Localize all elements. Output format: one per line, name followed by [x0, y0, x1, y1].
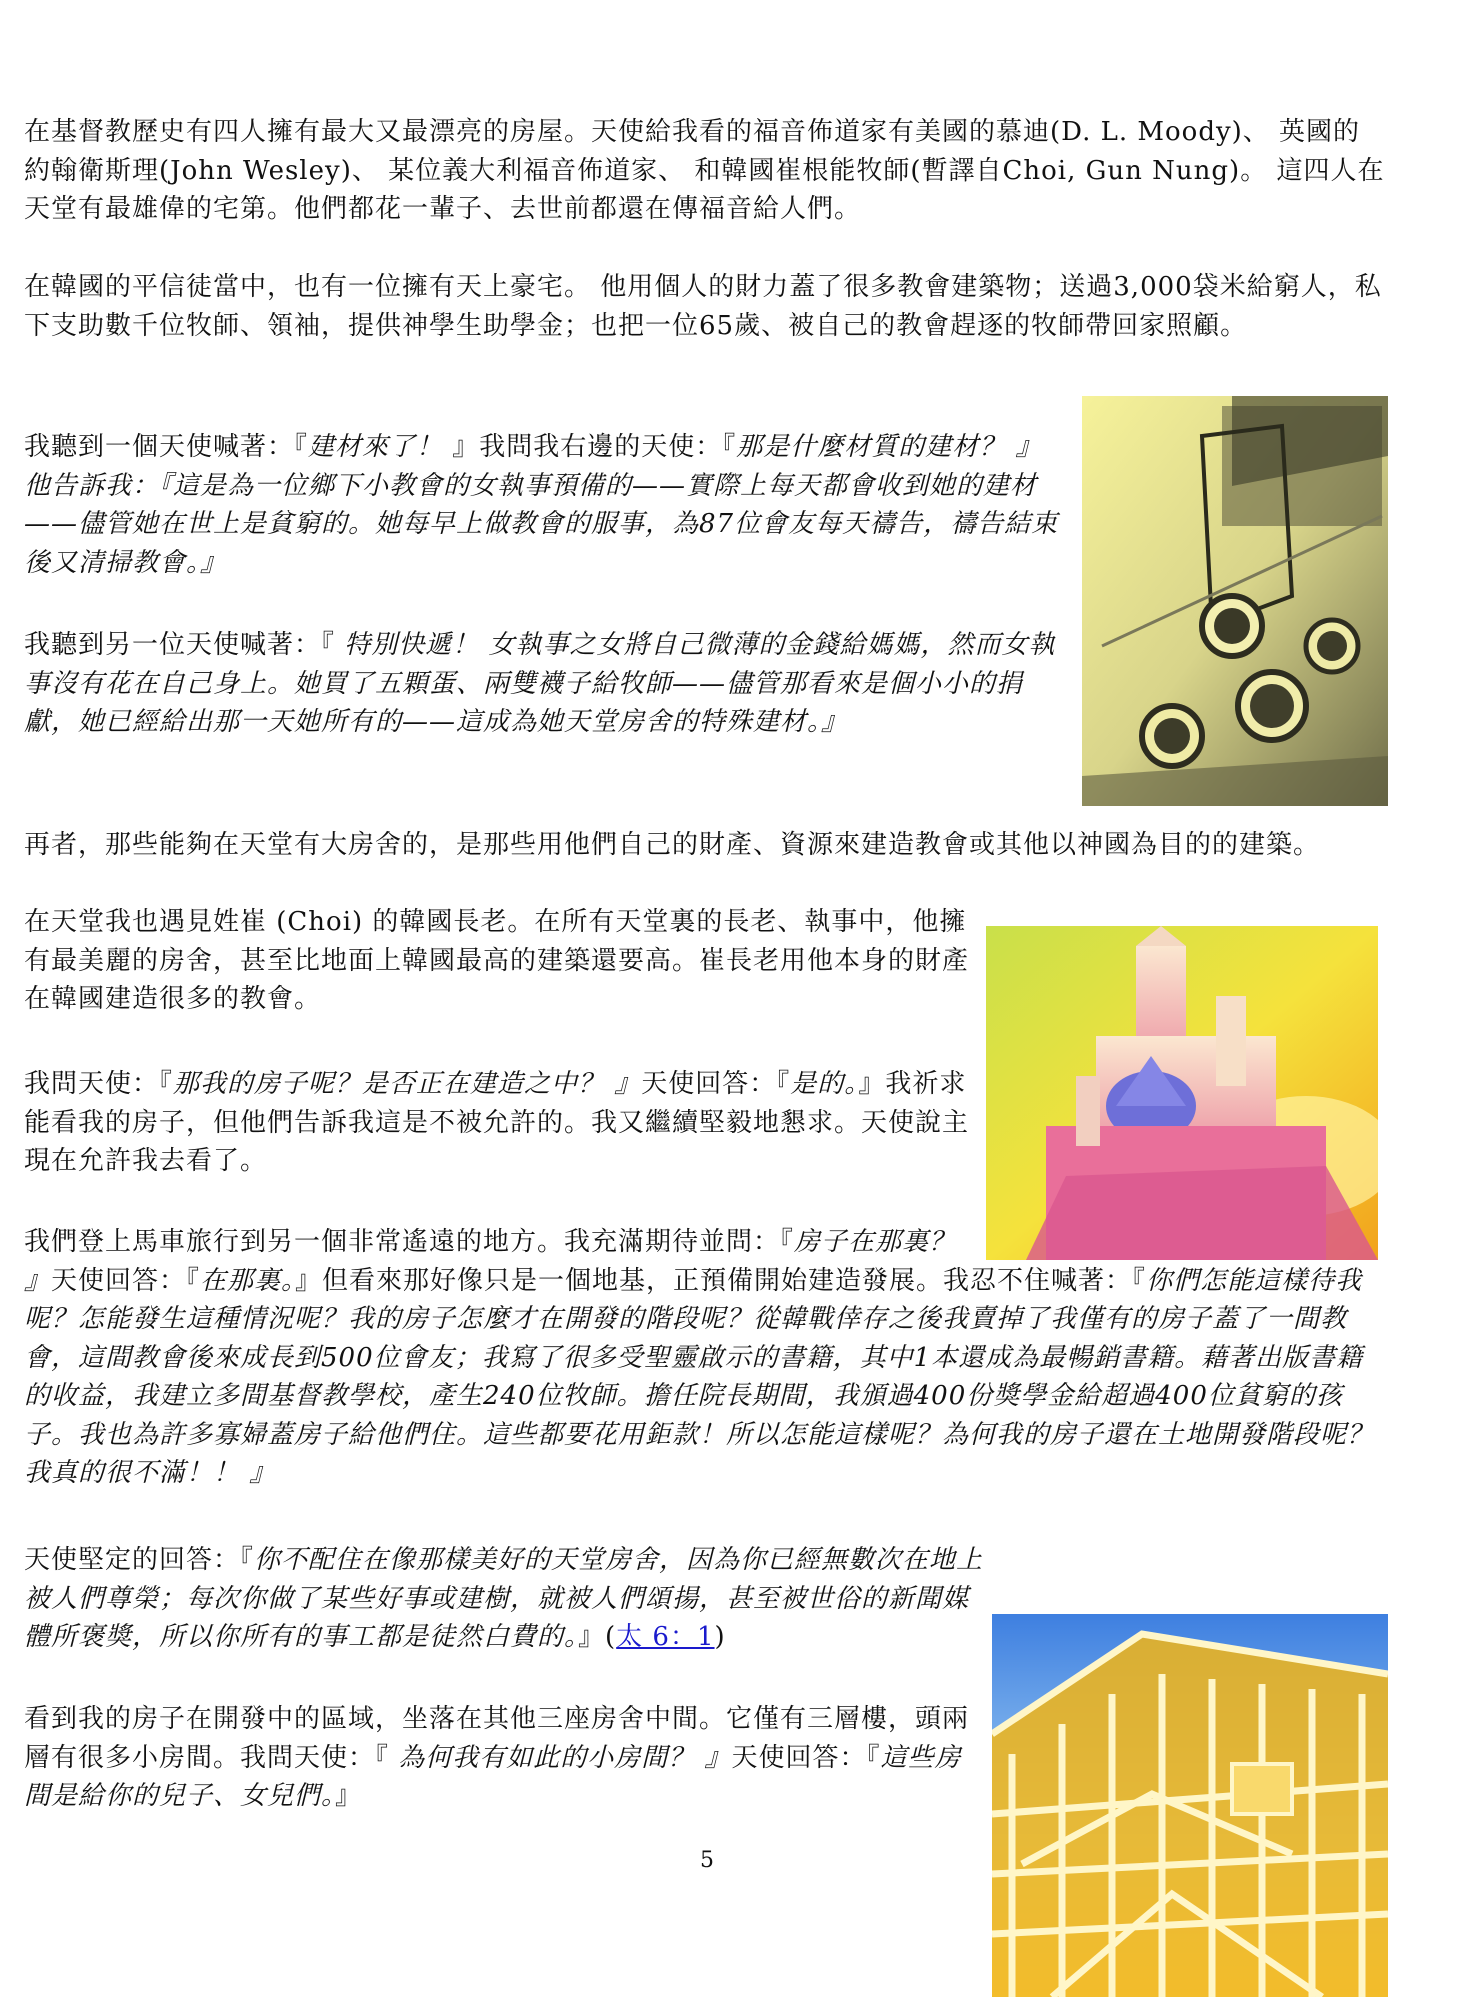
page-number: 5 [700, 1848, 714, 1873]
building-materials-image [1082, 396, 1388, 806]
bible-reference-link[interactable]: 太 6：1 [616, 1622, 715, 1652]
paragraph-evangelists: 在基督教歷史有四人擁有最大又最漂亮的房屋。天使給我看的福音佈道家有美國的慕迪(D. L. Moody)、 英國的約翰衛斯理(John Wesley)、 某位義大利福音佈道家、 和韓國崔根能牧師(暫譯自Choi, Gun Nung)。 這四人在天堂有最雄偉的宅第。他們都花一輩子、去世前都還在傳福音給人們。 [24, 117, 1385, 224]
paragraph-large-houses: 再者，那些能夠在天堂有大房舍的，是那些用他們自己的財產、資源來建造教會或其他以神國為目的的建築。 [24, 830, 1321, 860]
heavenly-castle-image [986, 926, 1378, 1260]
paragraph-express-delivery: 我聽到另一位天使喊著：『 特別快遞！ 女執事之女將自己微薄的金錢給媽媽，然而女執事沒有花在自己身上。她買了五顆蛋、兩雙襪子給牧師——儘管那看來是個小小的捐獻，她已經給出那一天她所有的——這成為她天堂房舍的特殊建材。』 [24, 630, 1056, 737]
paragraph-layman: 在韓國的平信徒當中，也有一位擁有天上豪宅。 他用個人的財力蓋了很多教會建築物；送過3,000袋米給窮人，私下支助數千位牧師、領袖，提供神學生助學金；也把一位65歲、被自己的教會趕逐的牧師帶回家照顧。 [24, 272, 1382, 341]
paragraph-building-materials: 我聽到一個天使喊著：『建材來了！ 』我問我右邊的天使：『那是什麼材質的建材？ 』他告訴我：『這是為一位鄉下小教會的女執事預備的——實際上每天都會收到她的建材——儘管她在世上是貧窮的。她每早上做教會的服事，為87位會友每天禱告，禱告結束後又清掃教會。』 [24, 432, 1059, 578]
house-frame-image [992, 1614, 1388, 1997]
paragraph-elder-choi: 在天堂我也遇見姓崔 (Choi) 的韓國長老。在所有天堂裏的長老、執事中，他擁有最美麗的房舍，甚至比地面上韓國最高的建築還要高。崔長老用他本身的財產在韓國建造很多的教會。 [24, 907, 970, 1014]
paragraph-angel-answer: 天使堅定的回答：『你不配住在像那樣美好的天堂房舍，因為你已經無數次在地上被人們尊榮；每次你做了某些好事或建樹，就被人們頌揚，甚至被世俗的新聞媒體所褒獎，所以你所有的事工都是徒然白費的。』(太 6：1) [24, 1545, 984, 1652]
paragraph-small-rooms: 看到我的房子在開發中的區域，坐落在其他三座房舍中間。它僅有三層樓，頭兩層有很多小房間。我問天使：『 為何我有如此的小房間？ 』天使回答：『這些房間是給你的兒子、女兒們。』 [24, 1704, 970, 1811]
paragraph-foundation-complaint: 我們登上馬車旅行到另一個非常遙遠的地方。我充滿期待並問：『房子在那裏？ 』天使回答：『在那裏。』但看來那好像只是一個地基，正預備開始建造發展。我忍不住喊著：『你們怎能這樣待我呢？怎能發生這種情況呢？我的房子怎麼才在開發的階段呢？從韓戰倖存之後我賣掉了我僅有的房子蓋了一間教會，這間教會後來成長到500位會友；我寫了很多受聖靈啟示的書籍，其中1本還成為最暢銷書籍。藉著出版書籍的收益，我建立多間基督教學校，產生240位牧師。擔任院長期間，我頒過400份獎學金給超過400位貧窮的孩子。我也為許多寡婦蓋房子給他們住。這些都要花用鉅款！所以怎能這樣呢？為何我的房子還在土地開發階段呢？我真的很不滿！！ 』 [24, 1227, 1375, 1488]
paragraph-my-house-question: 我問天使：『那我的房子呢？是否正在建造之中？ 』天使回答：『是的。』我祈求能看我的房子，但他們告訴我這是不被允許的。我又繼續堅毅地懇求。天使說主現在允許我去看了。 [24, 1069, 970, 1176]
